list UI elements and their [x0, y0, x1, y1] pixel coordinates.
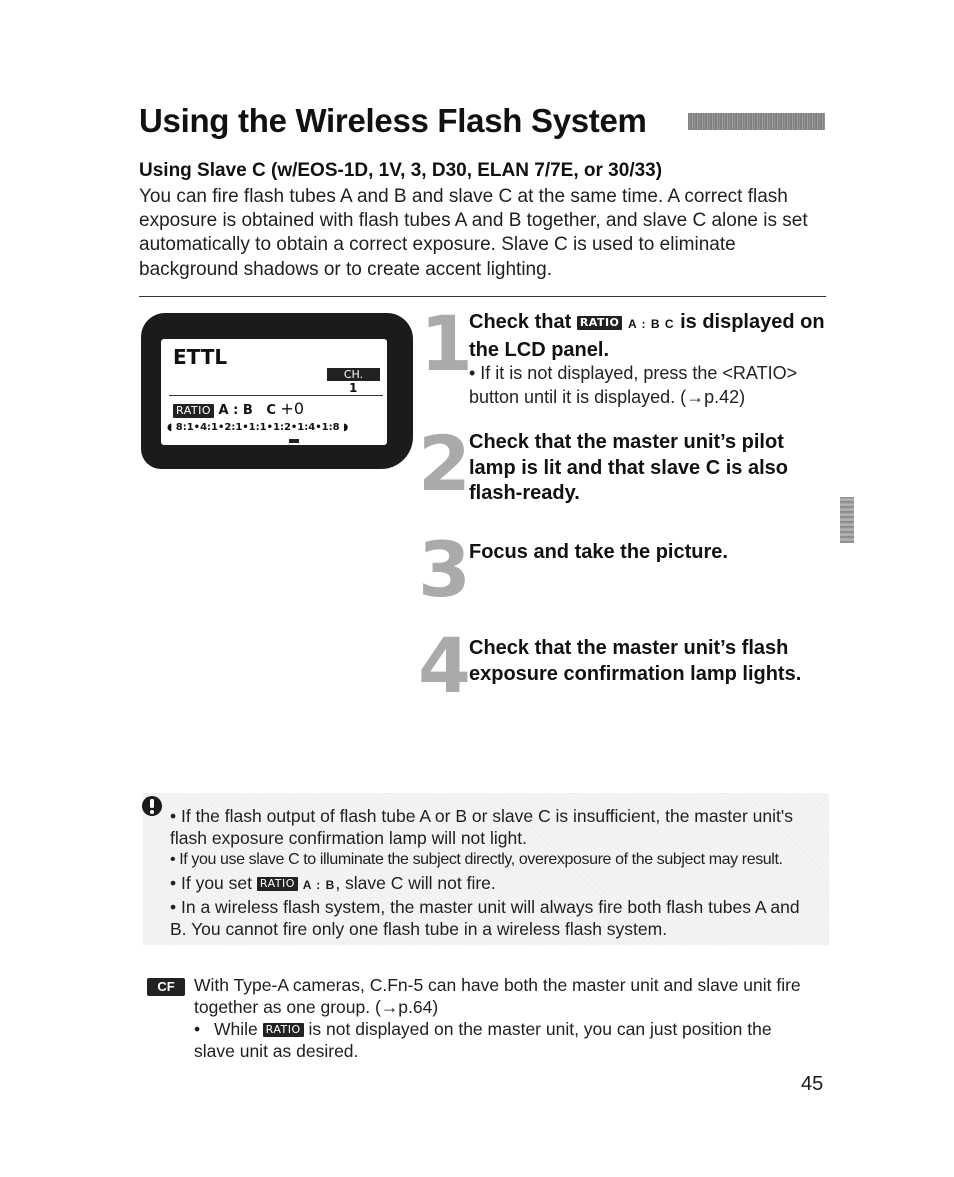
lcd-ratio-c-value: +0 [280, 399, 305, 418]
caution-item: • If the flash output of flash tube A or B or slave C is insufficient, the master unit's flash exposure confirmation lamp will not light. [170, 806, 793, 849]
lcd-ratio-ab: A : B [218, 403, 253, 418]
step-number-2: 2 [418, 419, 471, 508]
caution-list [170, 805, 820, 940]
cf-bullet-suffix: is not displayed on the master unit, you can just position the slave unit as desired. [194, 1019, 772, 1062]
cf-note-text: With Type-A cameras, C.Fn-5 can have both the master unit and slave unit fire together as one group. (→p.64) [194, 975, 801, 1018]
page-number: 45 [801, 1073, 824, 1095]
step-number-4: 4 [418, 621, 471, 710]
flash-right-icon: ◗ [343, 422, 349, 433]
cf-badge: CF [147, 978, 185, 996]
cf-bullet-prefix: While [214, 1019, 258, 1039]
bullet-dot: • [194, 1019, 201, 1039]
step-1-title-suffix: is displayed on the LCD panel. [469, 311, 825, 361]
cf-note-bullet [194, 1018, 814, 1062]
caution-item-3-code: A : B [302, 877, 336, 892]
lcd-channel-number: 1 [349, 381, 358, 395]
step-2-title: Check that the master unit’s pilot lamp is lit and that slave C is also flash-ready. [469, 431, 788, 504]
ratio-badge: RATIO [173, 404, 214, 418]
title-decoration-bar [688, 113, 825, 130]
section-heading: Using Slave C (w/EOS-1D, 1V, 3, D30, ELAN 7/7E, or 30/33) [139, 160, 663, 181]
lcd-panel-illustration [141, 313, 413, 469]
ratio-badge: RATIO [263, 1023, 304, 1037]
lcd-channel-badge: CH. [327, 368, 380, 381]
lcd-screen [161, 339, 387, 445]
lcd-ratio-row [173, 399, 304, 418]
step-1-bullet: • If it is not displayed, press the <RATIO> button until it is displayed. (→p.42) [469, 363, 798, 407]
step-3-title: Focus and take the picture. [469, 541, 728, 563]
step-4-title: Check that the master unit’s flash exposure confirmation lamp lights. [469, 637, 802, 685]
step-1-title-prefix: Check that [469, 311, 572, 333]
step-number-1: 1 [420, 299, 473, 388]
caution-icon [141, 795, 163, 817]
caution-item [170, 872, 820, 896]
caution-item: • In a wireless flash system, the master unit will always fire both flash tubes A and B. You cannot fire only one flash tube in a wireless flash system. [170, 896, 800, 940]
flash-left-icon: ◖ [167, 422, 173, 433]
intro-paragraph: You can fire flash tubes A and B and slave C at the same time. A correct flash exposure is obtained with flash tubes A and B together, and slave C alone is set automatically to obtain a correct exposure. Slave C is used to eliminate background shadows or to create accent lighting. [139, 186, 808, 280]
ratio-badge: RATIO [257, 877, 298, 891]
caution-item-3-suffix: , slave C will not fire. [335, 872, 496, 893]
lcd-separator [169, 395, 383, 396]
step-number-3: 3 [418, 525, 471, 614]
ratio-badge: RATIO [577, 316, 623, 330]
lcd-scale-values: 8:1•4:1•2:1•1:1•1:2•1:4•1:8 [175, 422, 340, 433]
lcd-mode-label: ETTL [173, 345, 228, 369]
caution-item-3-prefix: • If you set [170, 872, 252, 893]
step-1-ratio-code: A : B C [627, 317, 675, 331]
page-title: Using the Wireless Flash System [139, 102, 647, 139]
side-tab-marker [840, 497, 854, 543]
lcd-scale-marker [289, 439, 299, 443]
section-divider [139, 296, 826, 297]
step-1-title [469, 310, 829, 363]
caution-item: • If you use slave C to illuminate the subject directly, overexposure of the subject may result. [170, 851, 783, 869]
lcd-ratio-scale [167, 422, 348, 433]
lcd-ratio-c: C [266, 403, 276, 418]
